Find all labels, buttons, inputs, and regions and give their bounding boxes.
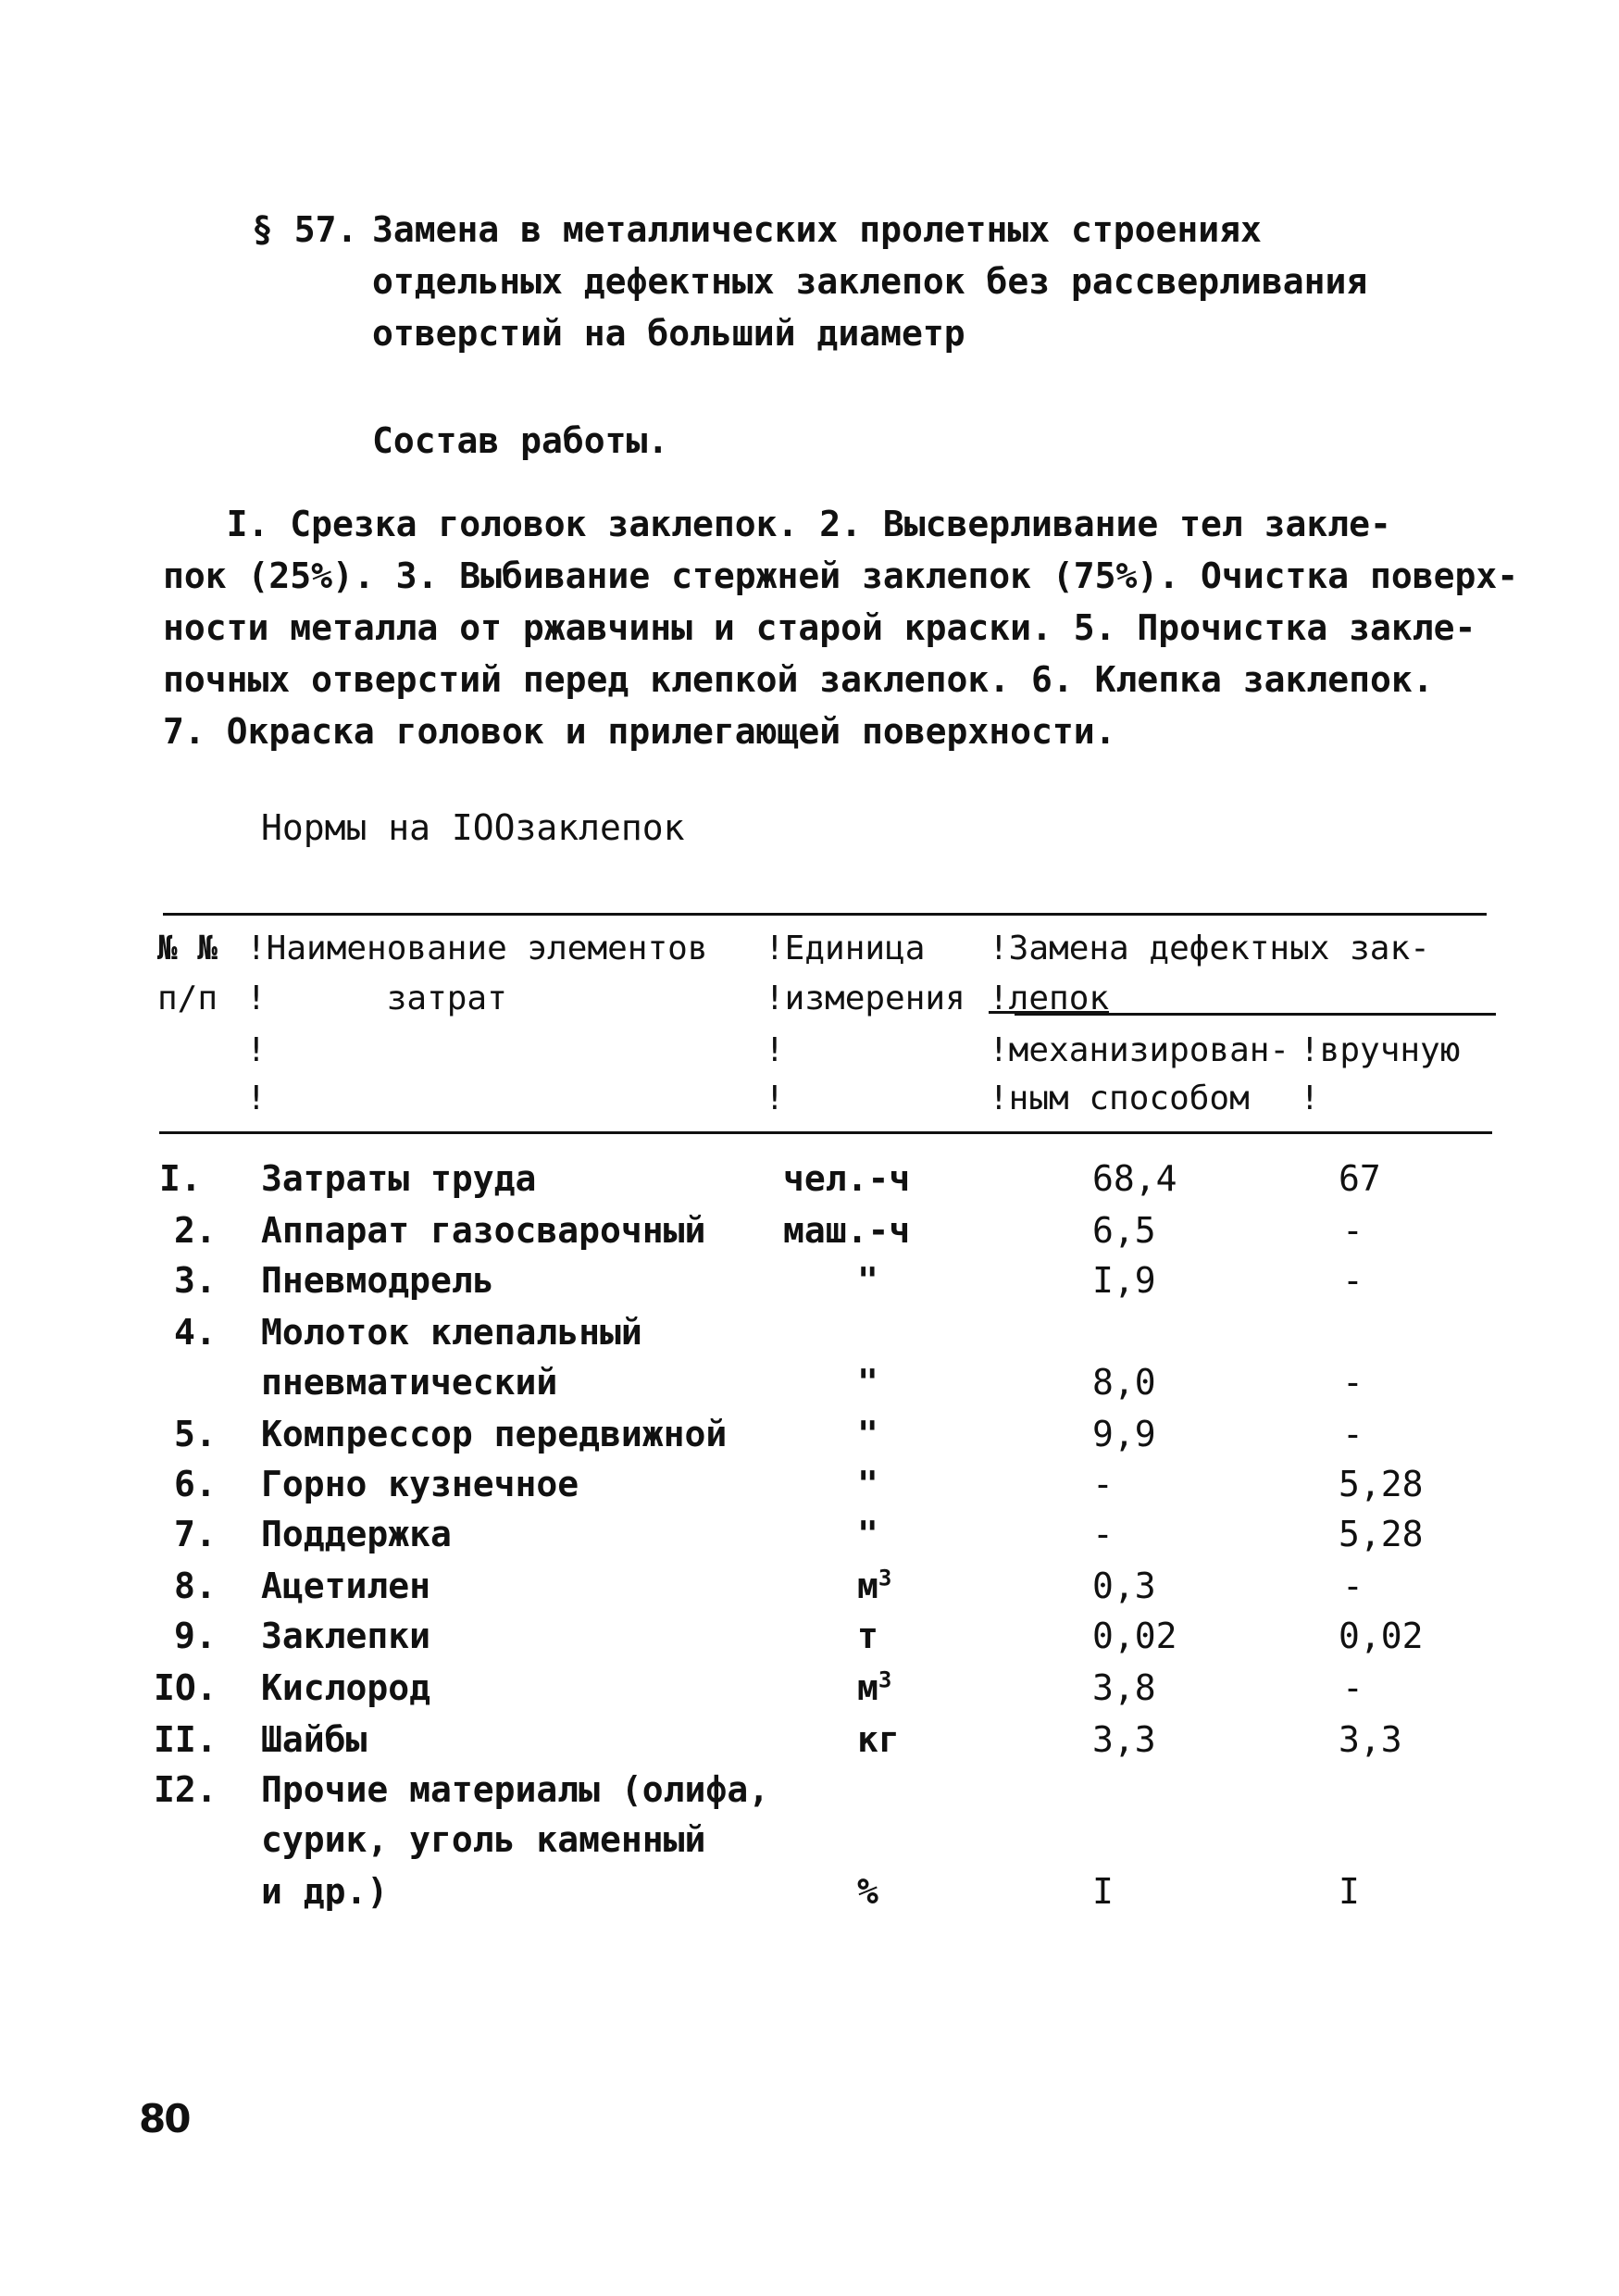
- row-name: Прочие материалы (олифа,: [261, 1769, 770, 1810]
- row-name: Затраты труда: [261, 1158, 537, 1199]
- section-title-line: отверстий на больший диаметр: [372, 313, 965, 354]
- row-name: Кислород: [261, 1667, 431, 1708]
- row-manual-value: 0,02: [1339, 1616, 1424, 1656]
- table-top-rule: [163, 913, 1487, 916]
- header-name-line3: !: [246, 1031, 267, 1069]
- row-number: IO.: [154, 1667, 218, 1708]
- work-composition-paragraph: [163, 498, 1519, 757]
- header-unit-line3: !: [765, 1031, 785, 1069]
- row-number: 5.: [174, 1414, 217, 1454]
- header-mech-line2: !ным способом: [989, 1079, 1250, 1117]
- row-unit: чел.-ч: [783, 1158, 911, 1199]
- header-manual-line2: !: [1300, 1079, 1320, 1117]
- paragraph-line: 7. Окраска головок и прилегающей поверхности.: [163, 711, 1116, 752]
- row-mech-value: 0,02: [1092, 1616, 1177, 1656]
- row-mech-value: 68,4: [1092, 1158, 1177, 1199]
- row-mech-value: 8,0: [1092, 1362, 1156, 1403]
- paragraph-line: ности металла от ржавчины и старой краски. 5. Прочистка закле-: [163, 607, 1476, 648]
- row-name-continued: сурик, уголь каменный: [261, 1819, 706, 1860]
- row-number: I.: [159, 1158, 202, 1199]
- row-mech-value: 3,3: [1092, 1719, 1156, 1760]
- row-mech-value: 6,5: [1092, 1210, 1156, 1251]
- row-number: 7.: [174, 1514, 217, 1554]
- row-number: 3.: [174, 1260, 217, 1301]
- row-name: Пневмодрель: [261, 1260, 494, 1301]
- section-title-line: отдельных дефектных заклепок без рассверливания: [372, 261, 1368, 302]
- row-unit: ": [857, 1514, 878, 1554]
- row-number: I2.: [154, 1769, 218, 1810]
- row-manual-value: I: [1339, 1871, 1360, 1912]
- section-title: [372, 204, 1367, 359]
- row-name: Шайбы: [261, 1719, 367, 1760]
- row-number: 4.: [174, 1312, 217, 1353]
- paragraph-line: I. Срезка головок заклепок. 2. Высверливание тел закле-: [163, 504, 1391, 544]
- row-unit: [857, 1561, 891, 1611]
- page-number: 80: [139, 2096, 190, 2141]
- row-mech-value: 0,3: [1092, 1566, 1156, 1606]
- row-name-continued: пневматический: [261, 1362, 558, 1403]
- paragraph-line: почных отверстий перед клепкой заклепок. 6. Клепка заклепок.: [163, 659, 1434, 700]
- row-manual-value: 67: [1339, 1158, 1381, 1199]
- row-unit-superscript: 3: [878, 1666, 892, 1693]
- row-manual-value: 5,28: [1339, 1464, 1424, 1504]
- row-unit-base: м: [857, 1667, 878, 1708]
- row-unit: т: [857, 1616, 878, 1656]
- row-name: Поддержка: [261, 1514, 452, 1554]
- row-manual-value: 5,28: [1339, 1514, 1424, 1554]
- row-manual-value: -: [1342, 1362, 1364, 1403]
- row-mech-value: -: [1092, 1514, 1114, 1554]
- section-title-line: Замена в металлических пролетных строениях: [372, 209, 1262, 250]
- row-unit: %: [857, 1871, 878, 1912]
- row-mech-value: 3,8: [1092, 1667, 1156, 1708]
- work-composition-heading: Состав работы.: [372, 420, 669, 461]
- norms-caption: Нормы на IOOзаклепок: [261, 807, 685, 848]
- header-group-line2: !лепок: [989, 980, 1110, 1017]
- row-number: II.: [154, 1719, 218, 1760]
- row-name: Компрессор передвижной: [261, 1414, 728, 1454]
- header-name-line2: ! затрат: [246, 980, 507, 1017]
- table-header-bottom-rule: [159, 1131, 1492, 1134]
- row-manual-value: -: [1342, 1210, 1364, 1251]
- row-manual-value: -: [1342, 1667, 1364, 1708]
- row-number: 6.: [174, 1464, 217, 1504]
- header-no-line2: п/п: [157, 980, 218, 1017]
- row-unit: маш.-ч: [783, 1210, 911, 1251]
- paragraph-line: пок (25%). 3. Выбивание стержней заклепок (75%). Очистка поверх-: [163, 555, 1519, 596]
- header-name-line1: !Наименование элементов: [246, 930, 708, 967]
- row-name: Заклепки: [261, 1616, 431, 1656]
- row-name: Аппарат газосварочный: [261, 1210, 706, 1251]
- header-unit-line2: !измерения: [765, 980, 965, 1017]
- row-manual-value: -: [1342, 1566, 1364, 1606]
- row-manual-value: -: [1342, 1414, 1364, 1454]
- row-name: Ацетилен: [261, 1566, 431, 1606]
- row-name: Молоток клепальный: [261, 1312, 642, 1353]
- header-unit-line4: !: [765, 1079, 785, 1117]
- row-unit: кг: [857, 1719, 900, 1760]
- row-mech-value: I,9: [1092, 1260, 1156, 1301]
- header-unit-line1: !Единица: [765, 930, 926, 967]
- row-number: 8.: [174, 1566, 217, 1606]
- row-number: 2.: [174, 1210, 217, 1251]
- section-number: § 57.: [252, 209, 358, 250]
- row-manual-value: -: [1342, 1260, 1364, 1301]
- row-mech-value: I: [1092, 1871, 1114, 1912]
- row-unit: ": [857, 1414, 878, 1454]
- row-unit-base: м: [857, 1566, 878, 1606]
- header-group-line1: !Замена дефектных зак-: [989, 930, 1430, 967]
- row-manual-value: 3,3: [1339, 1719, 1402, 1760]
- row-name-continued: и др.): [261, 1871, 389, 1912]
- header-manual-line1: !вручную: [1300, 1031, 1461, 1069]
- row-unit: ": [857, 1362, 878, 1403]
- header-name-line4: !: [246, 1079, 267, 1117]
- row-unit-superscript: 3: [878, 1565, 892, 1591]
- row-mech-value: 9,9: [1092, 1414, 1156, 1454]
- row-number: 9.: [174, 1616, 217, 1656]
- row-unit: [857, 1663, 891, 1713]
- row-name: Горно кузнечное: [261, 1464, 579, 1504]
- header-no-line1: № №: [157, 930, 218, 967]
- row-unit: ": [857, 1260, 878, 1301]
- header-mech-line1: !механизирован-: [989, 1031, 1290, 1069]
- row-mech-value: -: [1092, 1464, 1114, 1504]
- row-unit: ": [857, 1464, 878, 1504]
